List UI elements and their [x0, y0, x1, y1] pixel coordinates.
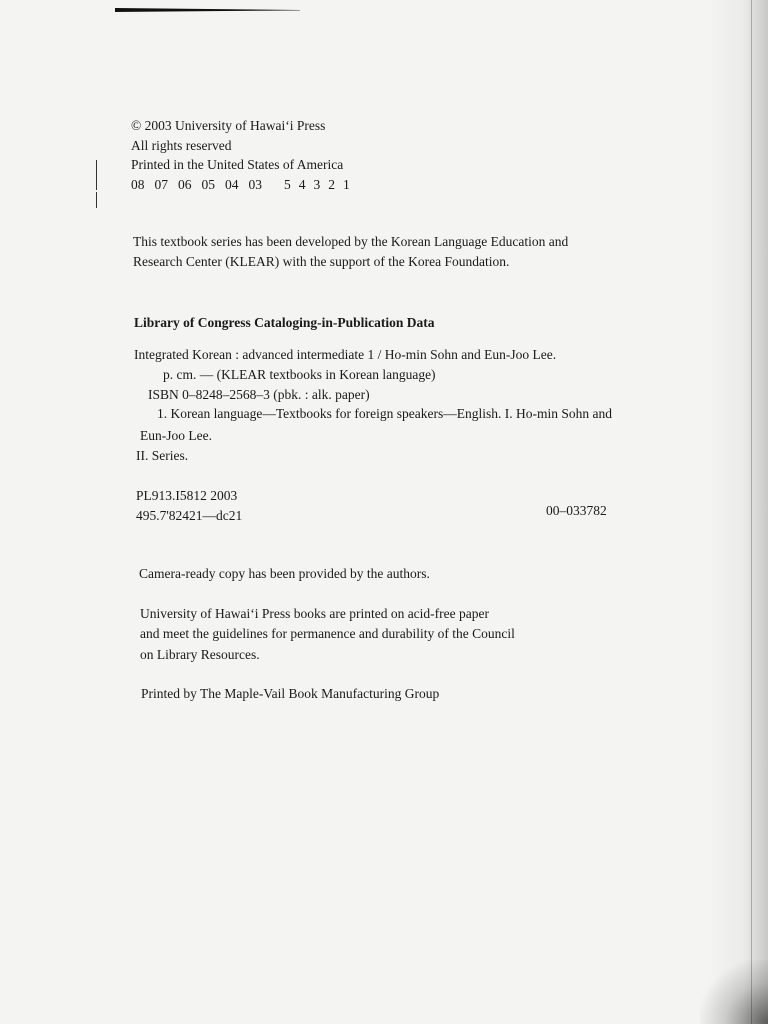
top-rule: [115, 8, 300, 12]
cip-title-line: Integrated Korean : advanced intermediate 1 / Ho-min Sohn and Eun-Joo Lee.: [134, 347, 557, 362]
margin-mark: [96, 192, 97, 208]
print-line: [131, 176, 368, 194]
cip-series-line: p. cm. — (KLEAR textbooks in Korean language): [163, 367, 436, 382]
cip-series-entry: II. Series.: [136, 448, 189, 463]
print-year: 06: [178, 177, 192, 192]
cip-subject-line: 1. Korean language—Textbooks for foreign speakers—English. I. Ho-min Sohn and: [157, 406, 612, 421]
print-number: 2: [328, 177, 335, 192]
corner-shadow: [700, 960, 768, 1024]
rights-line: All rights reserved: [131, 138, 232, 153]
paper-note-line: University of Hawai‘i Press books are printed on acid-free paper: [140, 606, 490, 621]
copyright-line: © 2003 University of Hawai‘i Press: [131, 118, 326, 133]
print-number: 1: [343, 177, 350, 192]
cip-dewey: 495.7'82421—dc21: [136, 508, 243, 523]
print-year: 07: [154, 177, 168, 192]
camera-ready-note: Camera-ready copy has been provided by the authors.: [139, 566, 430, 581]
cip-isbn-line: ISBN 0–8248–2568–3 (pbk. : alk. paper): [148, 387, 370, 402]
print-number: 5: [284, 177, 291, 192]
cip-subject-line: Eun-Joo Lee.: [140, 428, 212, 443]
cip-class-number: PL913.I5812 2003: [136, 488, 238, 503]
margin-mark: [96, 160, 97, 190]
series-note-line: Research Center (KLEAR) with the support of the Korea Foundation.: [133, 254, 510, 269]
print-number: 3: [313, 177, 321, 192]
print-year: 08: [131, 177, 145, 192]
cip-lccn: 00–033782: [546, 503, 607, 518]
print-year: 03: [248, 177, 262, 192]
paper-note-line: and meet the guidelines for permanence and durability of the Council: [140, 626, 515, 641]
paper-note-line: on Library Resources.: [140, 647, 260, 662]
page-edge-line: [751, 0, 752, 1024]
print-year: 04: [225, 177, 239, 192]
page-edge-shadow: [708, 0, 768, 1024]
series-note-line: This textbook series has been developed by the Korean Language Education and: [133, 234, 569, 249]
cip-heading: Library of Congress Cataloging-in-Publication Data: [134, 315, 435, 330]
printer-note: Printed by The Maple-Vail Book Manufacturing Group: [141, 686, 440, 701]
print-year: 05: [201, 177, 215, 192]
printed-in-line: Printed in the United States of America: [131, 157, 344, 172]
print-number: 4: [298, 177, 306, 192]
